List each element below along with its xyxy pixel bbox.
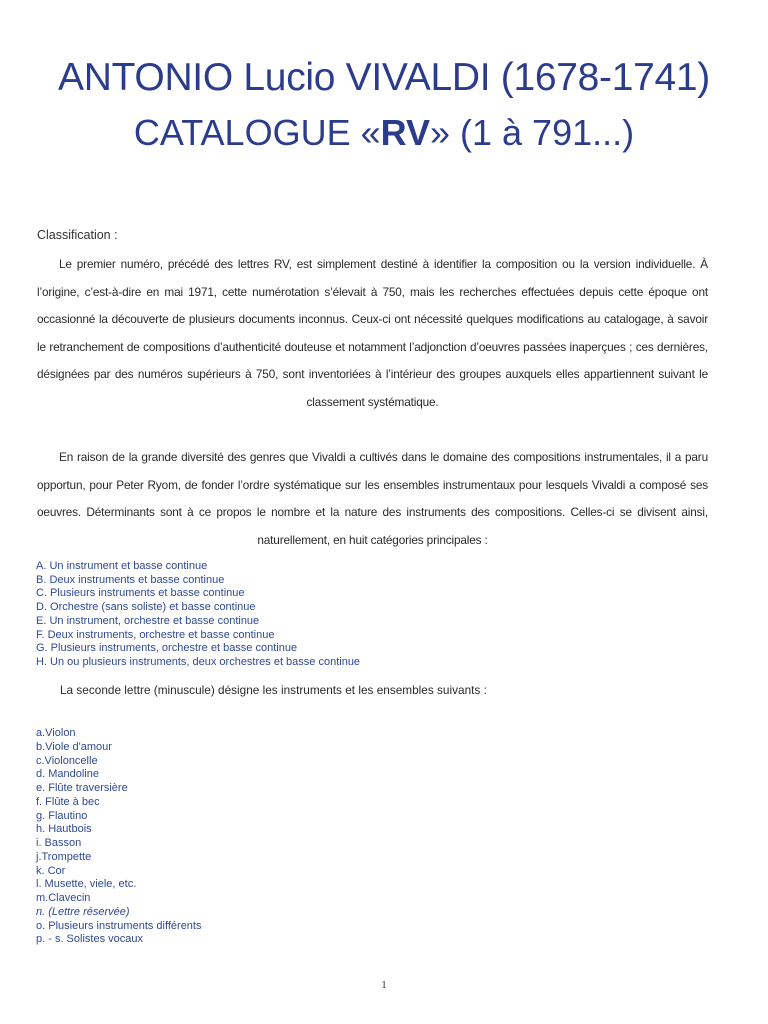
instrument-list bbox=[36, 727, 201, 947]
document-subtitle bbox=[0, 112, 768, 154]
classification-label: Classification : bbox=[37, 228, 118, 242]
list-item: f. Flûte à bec bbox=[36, 795, 100, 808]
list-item: d. Mandoline bbox=[36, 768, 99, 781]
list-item: a.Violon bbox=[36, 727, 76, 739]
list-item: b.Viole d'amour bbox=[36, 740, 112, 753]
list-item: B. Deux instruments et basse continue bbox=[36, 573, 225, 586]
list-item: g. Flautino bbox=[36, 809, 88, 822]
list-item: k. Cor bbox=[36, 864, 66, 877]
subtitle-rv: RV bbox=[380, 112, 430, 153]
list-item: H. Un ou plusieurs instruments, deux orchestres et basse continue bbox=[36, 655, 361, 668]
list-item: h. Hautbois bbox=[36, 823, 92, 836]
list-item: D. Orchestre (sans soliste) et basse continue bbox=[36, 601, 256, 614]
list-item: E. Un instrument, orchestre et basse continue bbox=[36, 614, 260, 627]
paragraph-1-text: Le premier numéro, précédé des lettres RV, est simplement destiné à identifier la composition ou la version individuelle. À l’origine, c’est-à-dire en mai 1971, cette numérotation s’élevait à 750, mais les recherches effectuées depuis cette époque ont occasionné la découverte de plusieurs documents inconnus. Ceux-ci ont nécessité quelques modifications au catalogage, à savoir le retranchement de compositions d’authenticité douteuse et notamment l’adjonction d’oeuvres passées inaperçues ; ces dernières, désignées par des numéros supérieurs à 750, sont inventoriées à l’intérieur des groupes auxquels elles appartiennent suivant le classement systématique. bbox=[37, 257, 708, 409]
list-item: e. Flûte traversière bbox=[36, 782, 128, 794]
document-title bbox=[0, 56, 768, 100]
list-item: F. Deux instruments, orchestre et basse continue bbox=[36, 628, 275, 641]
list-item: p. - s. Solistes vocaux bbox=[36, 933, 143, 946]
subtitle-prefix: CATALOGUE « bbox=[133, 112, 381, 153]
subtitle-suffix: » (1 à 791...) bbox=[429, 112, 635, 153]
paragraph-2-text: En raison de la grande diversité des genres que Vivaldi a cultivés dans le domaine des compositions instrumentales, il a paru opportun, pour Peter Ryom, de fonder l’ordre systématique sur les ensembles instrumentaux pour lesquels Vivaldi a composé ses oeuvres. Déterminants sont à ce propos le nombre et la nature des instruments des compositions. Celles-ci se divisent ainsi, naturellement, en huit catégories principales : bbox=[37, 450, 708, 547]
paragraph-1 bbox=[37, 251, 708, 416]
list-item: c.Violoncelle bbox=[36, 754, 98, 767]
title-line-1: ANTONIO Lucio VIVALDI (1678-1741) bbox=[58, 56, 710, 99]
list-item: m.Clavecin bbox=[36, 892, 91, 904]
list-item: o. Plusieurs instruments différents bbox=[36, 919, 202, 932]
list-item: i. Basson bbox=[36, 837, 82, 849]
page-number: 1 bbox=[381, 979, 387, 991]
list-item: A. Un instrument et basse continue bbox=[36, 560, 208, 572]
paragraph-2 bbox=[37, 444, 708, 554]
list-item: l. Musette, viele, etc. bbox=[36, 878, 137, 891]
list-item: n. (Lettre réservée) bbox=[36, 905, 130, 918]
category-list bbox=[36, 560, 360, 670]
list-item: G. Plusieurs instruments, orchestre et basse continue bbox=[36, 642, 298, 655]
paragraph-3: La seconde lettre (minuscule) désigne les instruments et les ensembles suivants : bbox=[60, 683, 487, 697]
list-item: j.Trompette bbox=[36, 850, 92, 863]
list-item: C. Plusieurs instruments et basse continue bbox=[36, 587, 245, 600]
